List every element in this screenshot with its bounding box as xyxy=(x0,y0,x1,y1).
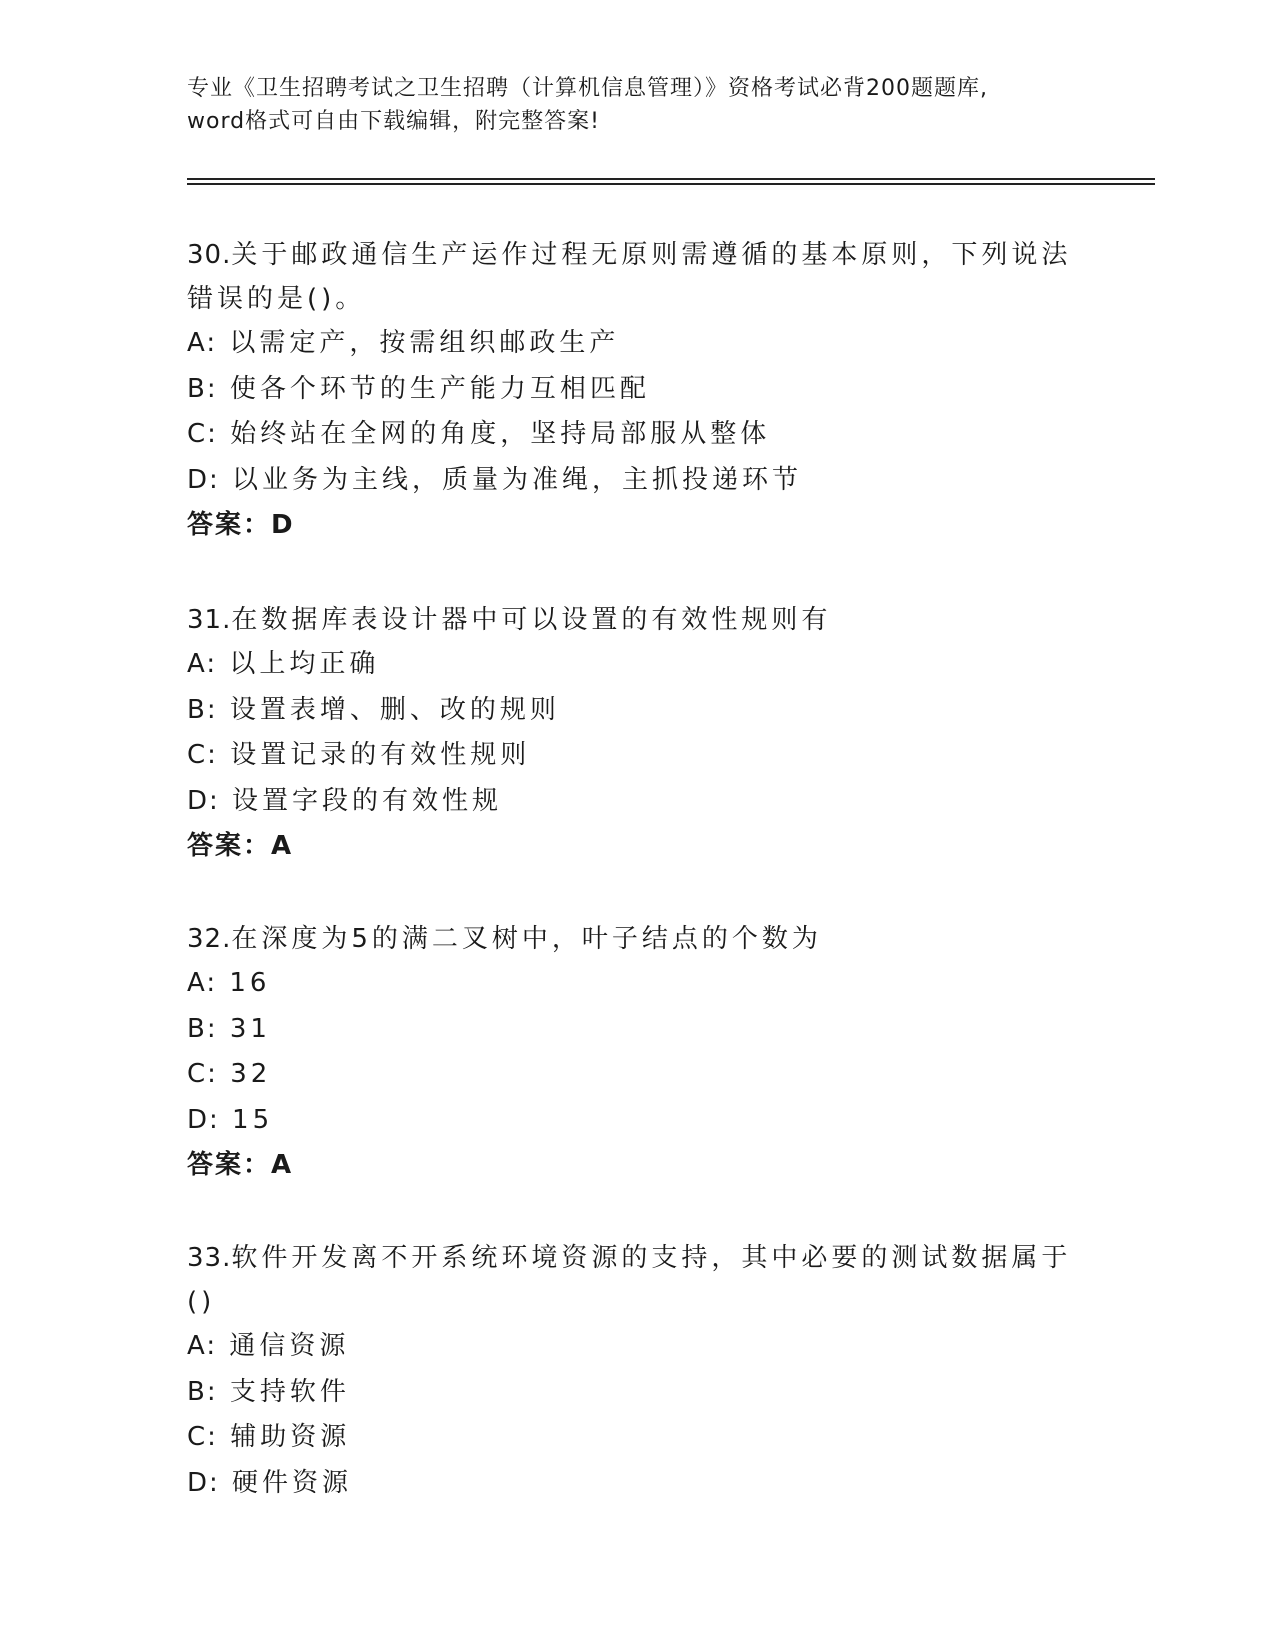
option-letter: C: xyxy=(187,1059,218,1089)
question-stem xyxy=(187,1236,1087,1324)
option-d xyxy=(187,458,1087,504)
option-letter: C: xyxy=(187,419,218,449)
question-number: 33. xyxy=(187,1243,232,1273)
option-text: 以业务为主线，质量为准绳，主抓投递环节 xyxy=(232,464,803,495)
option-d xyxy=(187,1098,1087,1144)
option-letter: A: xyxy=(187,328,218,358)
question-stem xyxy=(187,598,1087,642)
question-32 xyxy=(187,917,1087,1189)
option-letter: D: xyxy=(187,1104,220,1135)
answer-label: 答案：A xyxy=(187,831,294,861)
header-divider-bottom xyxy=(187,183,1155,185)
option-b xyxy=(187,1370,1087,1416)
answer-label: 答案：A xyxy=(187,1150,294,1180)
question-stem xyxy=(187,917,1087,961)
option-letter: B: xyxy=(187,694,218,725)
option-letter: D: xyxy=(187,464,220,495)
option-c xyxy=(187,1052,1087,1098)
option-letter: B: xyxy=(187,1013,218,1044)
option-letter: C: xyxy=(187,1422,218,1452)
option-b xyxy=(187,367,1087,413)
option-a xyxy=(187,321,1087,367)
option-text: 31 xyxy=(229,1013,271,1044)
option-d xyxy=(187,779,1087,825)
option-a xyxy=(187,642,1087,688)
header-title-line2: word格式可自由下载编辑，附完整答案! xyxy=(187,109,600,134)
option-letter: C: xyxy=(187,740,218,770)
option-text: 32 xyxy=(230,1059,272,1089)
option-text: 使各个环节的生产能力互相匹配 xyxy=(229,373,650,404)
option-b xyxy=(187,688,1087,734)
question-text: 在数据库表设计器中可以设置的有效性规则有 xyxy=(231,605,832,635)
option-letter: B: xyxy=(187,373,218,404)
option-c xyxy=(187,733,1087,779)
question-number: 30. xyxy=(187,240,232,270)
option-text: 始终站在全网的角度，坚持局部服从整体 xyxy=(230,419,771,449)
option-text: 硬件资源 xyxy=(232,1467,353,1498)
option-text: 设置记录的有效性规则 xyxy=(230,740,531,770)
option-d xyxy=(187,1461,1087,1507)
option-c xyxy=(187,1415,1087,1461)
option-letter: D: xyxy=(187,785,220,816)
question-text: 在深度为5的满二叉树中，叶子结点的个数为 xyxy=(231,924,822,954)
option-letter: D: xyxy=(187,1467,220,1498)
question-number: 32. xyxy=(187,924,232,954)
question-text: 关于邮政通信生产运作过程无原则需遵循的基本原则，下列说法错误的是()。 xyxy=(187,240,1072,314)
option-a xyxy=(187,961,1087,1007)
option-letter: A: xyxy=(187,968,218,998)
option-letter: A: xyxy=(187,1331,218,1361)
document-header xyxy=(187,72,1087,138)
question-number: 31. xyxy=(187,605,232,635)
option-text: 支持软件 xyxy=(229,1376,350,1407)
option-text: 以需定产，按需组织邮政生产 xyxy=(229,328,620,358)
question-text: 软件开发离不开系统环境资源的支持，其中必要的测试数据属于() xyxy=(187,1243,1072,1317)
header-title-line1: 专业《卫生招聘考试之卫生招聘（计算机信息管理）》资格考试必背200题题库, xyxy=(187,76,988,101)
option-letter: B: xyxy=(187,1376,218,1407)
header-divider-top xyxy=(187,178,1155,180)
option-text: 以上均正确 xyxy=(229,649,380,679)
option-text: 15 xyxy=(232,1104,274,1135)
question-33 xyxy=(187,1236,1087,1506)
question-stem xyxy=(187,233,1087,321)
question-30 xyxy=(187,233,1087,549)
question-31 xyxy=(187,598,1087,870)
option-text: 16 xyxy=(229,968,271,998)
option-a xyxy=(187,1324,1087,1370)
option-letter: A: xyxy=(187,649,218,679)
option-text: 辅助资源 xyxy=(230,1422,351,1452)
option-b xyxy=(187,1007,1087,1053)
option-text: 设置表增、删、改的规则 xyxy=(229,694,560,725)
answer-label: 答案：D xyxy=(187,510,295,540)
option-text: 通信资源 xyxy=(229,1331,350,1361)
option-c xyxy=(187,412,1087,458)
option-text: 设置字段的有效性规 xyxy=(232,785,503,816)
